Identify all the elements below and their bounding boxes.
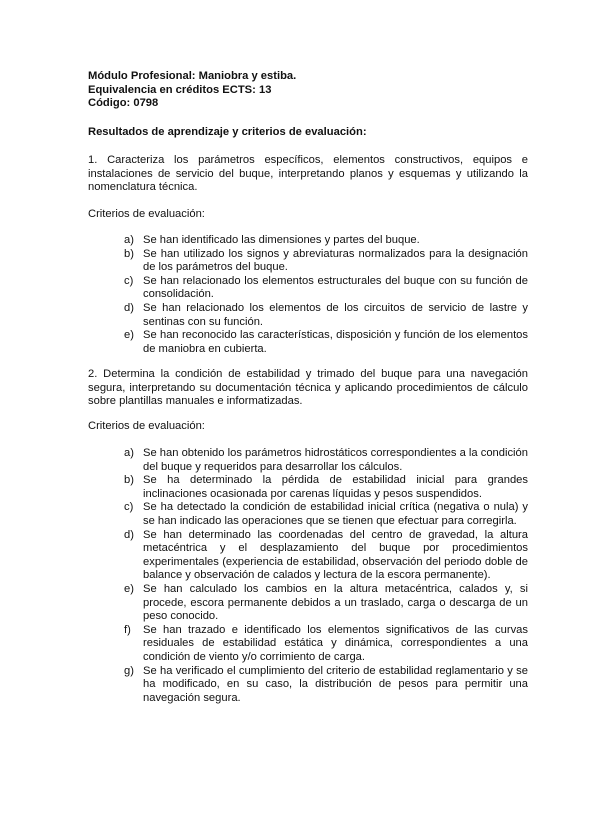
criterion-text: Se han determinado las coordenadas del centro de gravedad, la altura metacéntrica y el desplazamiento del buque por procedimientos experimentales (experiencia de estabilidad, observación del periodo doble de balance y observación de calados y lectura de la escora permanente).: [143, 528, 528, 582]
learning-result-2: 2. Determina la condición de estabilidad y trimado del buque para una navegación segura, interpretando su documentación técnica y aplicando procedimientos de cálculo sobre plantillas manuales e informatizadas.: [88, 368, 528, 408]
list-item: [124, 474, 528, 501]
criterion-text: Se ha detectado la condición de estabilidad inicial crítica (negativa o nula) y se han indicado las operaciones que se tienen que efectuar para corregirla.: [143, 501, 528, 527]
list-item: [124, 665, 528, 706]
module-title: Módulo Profesional: Maniobra y estiba.: [88, 70, 297, 82]
criterion-text: Se han reconocido las características, disposición y función de los elementos de maniobra en cubierta.: [143, 329, 528, 355]
module-header: [88, 70, 528, 111]
criterion-letter: b): [124, 247, 134, 260]
criterion-text: Se han relacionado los elementos de los circuitos de servicio de lastre y sentinas con su función.: [143, 301, 528, 328]
criterion-text: Se han identificado las dimensiones y partes del buque.: [143, 234, 420, 246]
criteria-label-2: Criterios de evaluación:: [88, 420, 205, 432]
criterion-letter: d): [124, 301, 134, 314]
section-title: Resultados de aprendizaje y criterios de evaluación:: [88, 126, 367, 138]
criteria-label-1: Criterios de evaluación:: [88, 208, 205, 220]
criterion-text: Se ha verificado el cumplimiento del criterio de estabilidad reglamentario y se ha modificado, en su caso, la distribución de pesos para permitir una navegación segura.: [143, 664, 528, 704]
criterion-text: Se han relacionado los elementos estructurales del buque con su función de consolidación.: [143, 274, 528, 301]
list-item: [124, 329, 528, 356]
criterion-letter: a): [124, 447, 134, 459]
module-code: Código: 0798: [88, 97, 159, 110]
criterion-letter: g): [124, 664, 134, 677]
list-item: [124, 248, 528, 275]
criterion-letter: b): [124, 474, 134, 487]
list-item: [124, 583, 528, 624]
criterion-letter: e): [124, 329, 134, 342]
criterion-text: Se han trazado e identificado los elementos significativos de las curvas residuales de estabilidad estática y dinámica, correspondientes a una condición de viento y/o corrimiento de carga.: [143, 623, 528, 663]
list-item: [124, 302, 528, 329]
list-item: [124, 275, 528, 302]
criterion-letter: c): [124, 274, 134, 287]
criterion-text: Se han calculado los cambios en la altura metacéntrica, calados y, si procede, escora permanente debidos a un traslado, carga o descarga de un peso conocido.: [143, 582, 528, 623]
list-item: [124, 624, 528, 665]
criterion-text: Se han obtenido los parámetros hidrostáticos correspondientes a la condición del buque y requeridos para desarrollar los cálculos.: [143, 447, 528, 473]
criterion-letter: f): [124, 623, 131, 636]
list-item: [124, 501, 528, 528]
ects-credits: Equivalencia en créditos ECTS: 13: [88, 83, 272, 96]
criterion-text: Se han utilizado los signos y abreviaturas normalizados para la designación de los parámetros del buque.: [143, 247, 528, 274]
learning-result-1: 1. Caracteriza los parámetros específicos, elementos constructivos, equipos e instalaciones de servicio del buque, interpretando planos y esquemas y utilizando la nomenclatura técnica.: [88, 154, 528, 194]
list-item: [124, 529, 528, 583]
list-item: [124, 447, 528, 474]
criteria-list-2: [124, 447, 528, 705]
criterion-letter: d): [124, 528, 134, 541]
criterion-text: Se ha determinado la pérdida de estabilidad inicial para grandes inclinaciones ocasionada por carenas líquidas y pesos suspendidos.: [143, 474, 528, 500]
criterion-letter: e): [124, 582, 134, 595]
criterion-letter: c): [124, 501, 134, 514]
criterion-letter: a): [124, 234, 134, 246]
criteria-list-1: [124, 234, 528, 356]
list-item: [124, 234, 528, 248]
